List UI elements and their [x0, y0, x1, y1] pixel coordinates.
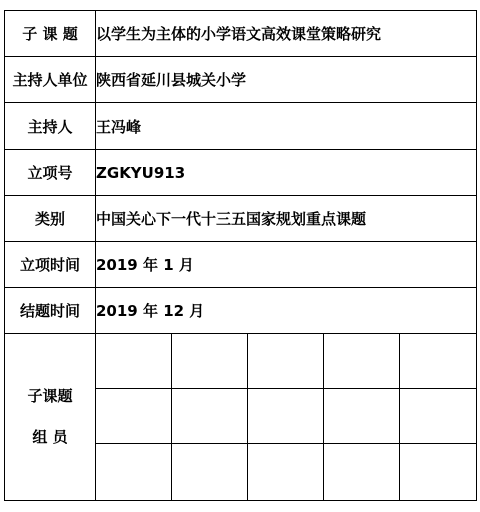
row-completion-date	[5, 288, 477, 334]
member-cell[interactable]	[400, 389, 477, 444]
row-approval-date	[5, 242, 477, 288]
member-cell[interactable]	[172, 334, 248, 389]
member-cell[interactable]	[324, 389, 400, 444]
label-members-line2: 组 员	[32, 428, 68, 446]
value-approval-date: 2019 年 1 月	[96, 242, 477, 288]
member-cell[interactable]	[96, 334, 172, 389]
member-cell[interactable]	[400, 334, 477, 389]
label-approval-date: 立项时间	[5, 242, 96, 288]
label-members	[5, 334, 96, 501]
label-project-number: 立项号	[5, 150, 96, 196]
member-cell[interactable]	[172, 444, 248, 501]
row-category	[5, 196, 477, 242]
value-host-unit: 陕西省延川县城关小学	[96, 57, 477, 103]
member-cell[interactable]	[324, 334, 400, 389]
member-cell[interactable]	[324, 444, 400, 501]
row-project-number	[5, 150, 477, 196]
member-cell[interactable]	[96, 389, 172, 444]
row-host-unit	[5, 57, 477, 103]
member-cell[interactable]	[400, 444, 477, 501]
label-completion-date: 结题时间	[5, 288, 96, 334]
value-category: 中国关心下一代十三五国家规划重点课题	[96, 196, 477, 242]
project-info-table	[4, 10, 477, 501]
row-host	[5, 103, 477, 150]
members-row	[5, 334, 477, 389]
row-subtopic	[5, 11, 477, 57]
value-host: 王冯峰	[96, 103, 477, 150]
member-cell[interactable]	[96, 444, 172, 501]
member-cell[interactable]	[248, 389, 324, 444]
label-subtopic: 子 课 题	[5, 11, 96, 57]
member-cell[interactable]	[172, 389, 248, 444]
label-category: 类别	[5, 196, 96, 242]
label-members-line1: 子课题	[27, 387, 73, 405]
member-cell[interactable]	[248, 444, 324, 501]
value-project-number: ZGKYU913	[96, 150, 477, 196]
label-host: 主持人	[5, 103, 96, 150]
label-host-unit: 主持人单位	[5, 57, 96, 103]
member-cell[interactable]	[248, 334, 324, 389]
value-subtopic: 以学生为主体的小学语文高效课堂策略研究	[96, 11, 477, 57]
value-completion-date: 2019 年 12 月	[96, 288, 477, 334]
